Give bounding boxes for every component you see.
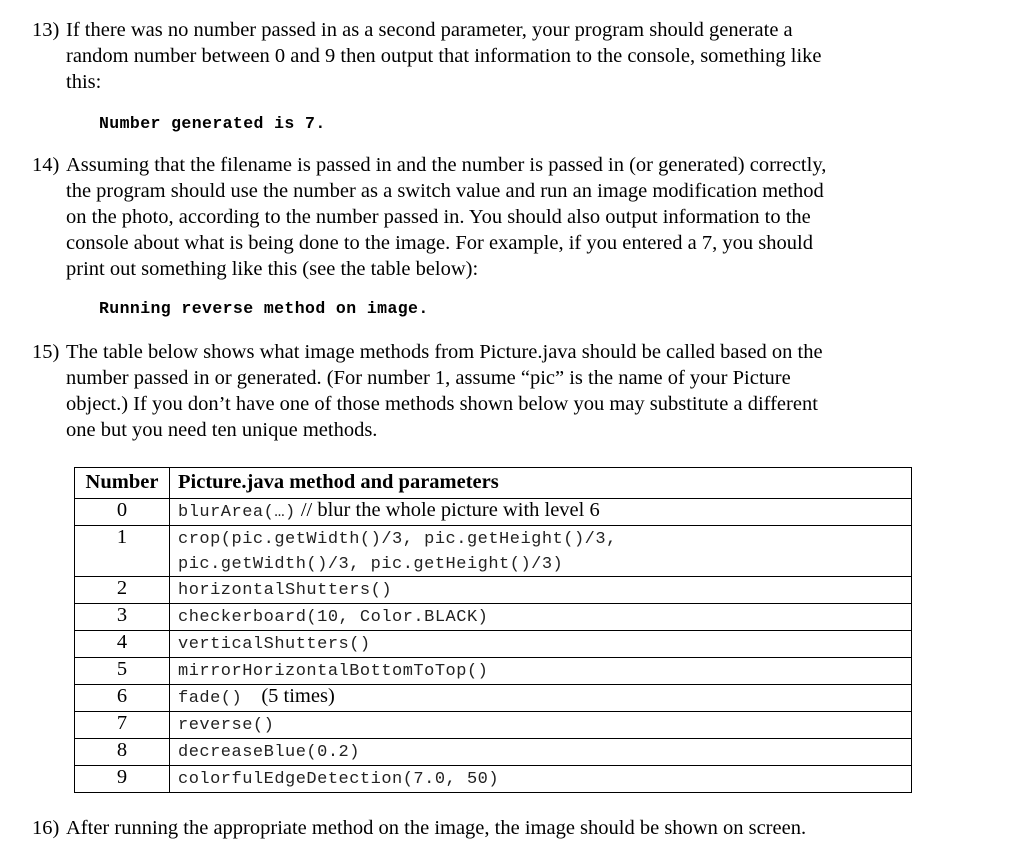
paragraph-line: random number between 0 and 9 then output that information to the console, something like — [66, 45, 822, 67]
paragraph-line: The table below shows what image methods from Picture.java should be called based on the — [66, 341, 823, 363]
row-number: 7 — [75, 712, 170, 739]
row-number: 4 — [75, 631, 170, 658]
paragraph-line: After running the appropriate method on the image, the image should be shown on screen. — [66, 817, 807, 839]
row-method — [170, 604, 912, 631]
method-note: (5 times) — [261, 685, 335, 707]
item-number: 13) — [32, 19, 60, 41]
paragraph-line: If there was no number passed in as a second parameter, your program should generate a — [66, 19, 793, 41]
table-row — [75, 658, 912, 685]
method-call: verticalShutters() — [178, 635, 371, 654]
instruction-16 — [32, 815, 912, 841]
method-call: checkerboard(10, Color.BLACK) — [178, 608, 489, 627]
console-output-example: Running reverse method on image. — [99, 299, 429, 318]
row-number: 1 — [75, 526, 170, 577]
method-note: // blur the whole picture with level 6 — [300, 499, 600, 521]
method-call: fade() — [178, 689, 243, 708]
row-method — [170, 631, 912, 658]
column-header-number: Number — [75, 468, 170, 499]
paragraph-line: on the photo, according to the number passed in. You should also output information to the — [66, 206, 811, 228]
method-call: blurArea(…) — [178, 503, 296, 522]
table-row — [75, 604, 912, 631]
method-call: mirrorHorizontalBottomToTop() — [178, 662, 489, 681]
table-header-row — [75, 468, 912, 499]
instruction-13 — [32, 17, 912, 95]
instruction-15 — [32, 339, 912, 443]
paragraph-line: print out something like this (see the table below): — [66, 258, 479, 280]
table-row — [75, 766, 912, 793]
method-call-continued: pic.getWidth()/3, pic.getHeight()/3) — [178, 555, 564, 574]
instruction-14 — [32, 152, 912, 282]
row-number: 5 — [75, 658, 170, 685]
row-number: 9 — [75, 766, 170, 793]
row-method — [170, 499, 912, 526]
row-method — [170, 577, 912, 604]
method-call: colorfulEdgeDetection(7.0, 50) — [178, 770, 500, 789]
table-row — [75, 631, 912, 658]
row-method — [170, 526, 912, 577]
method-call: crop(pic.getWidth()/3, pic.getHeight()/3, — [178, 530, 617, 549]
row-number: 6 — [75, 685, 170, 712]
table-row — [75, 577, 912, 604]
item-number: 14) — [32, 154, 60, 176]
paragraph-line: one but you need ten unique methods. — [66, 419, 378, 441]
paragraph-line: number passed in or generated. (For number 1, assume “pic” is the name of your Picture — [66, 367, 791, 389]
paragraph-line: the program should use the number as a switch value and run an image modification method — [66, 180, 824, 202]
methods-table — [74, 467, 912, 793]
column-header-method: Picture.java method and parameters — [170, 468, 912, 499]
row-number: 2 — [75, 577, 170, 604]
table-row — [75, 739, 912, 766]
row-method — [170, 685, 912, 712]
row-number: 3 — [75, 604, 170, 631]
row-method — [170, 739, 912, 766]
paragraph-line: object.) If you don’t have one of those methods shown below you may substitute a different — [66, 393, 818, 415]
row-method — [170, 658, 912, 685]
item-number: 16) — [32, 817, 60, 839]
row-method — [170, 766, 912, 793]
method-call: horizontalShutters() — [178, 581, 393, 600]
table-row — [75, 712, 912, 739]
table-row — [75, 526, 912, 577]
row-method — [170, 712, 912, 739]
table-row — [75, 499, 912, 526]
paragraph-line: console about what is being done to the image. For example, if you entered a 7, you should — [66, 232, 813, 254]
method-call: decreaseBlue(0.2) — [178, 743, 360, 762]
paragraph-line: this: — [66, 71, 102, 93]
row-number: 0 — [75, 499, 170, 526]
paragraph-line: Assuming that the filename is passed in and the number is passed in (or generated) correctly, — [66, 154, 827, 176]
console-output-example: Number generated is 7. — [99, 114, 326, 133]
table-row — [75, 685, 912, 712]
method-call: reverse() — [178, 716, 275, 735]
item-number: 15) — [32, 341, 60, 363]
row-number: 8 — [75, 739, 170, 766]
